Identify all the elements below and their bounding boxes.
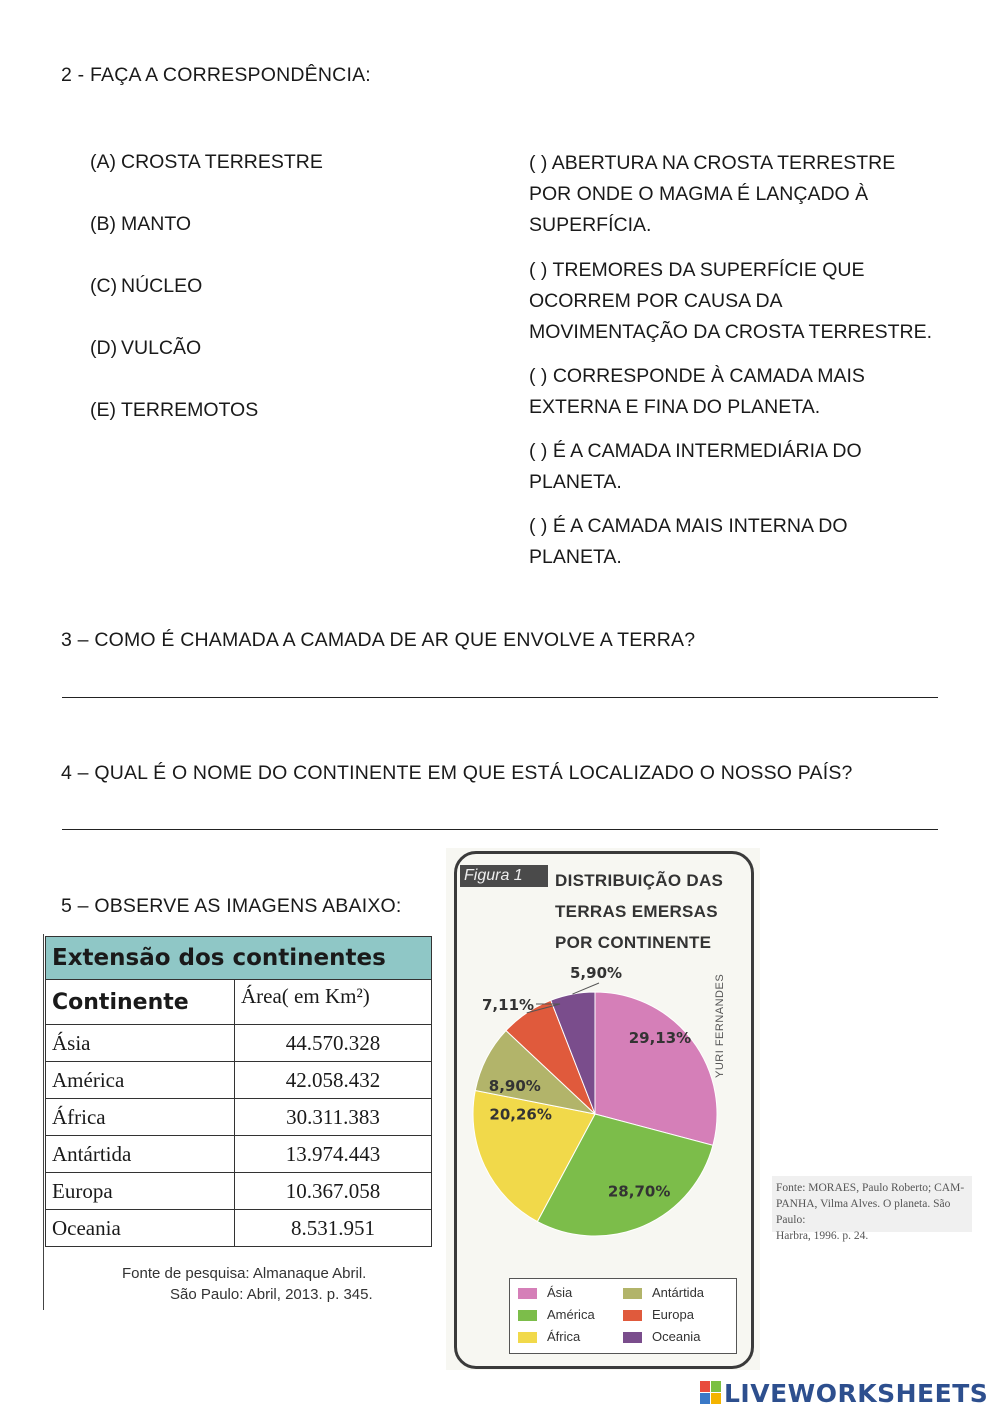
- left-item-text: VULCÃO: [121, 337, 202, 359]
- table-source-line-1: Fonte de pesquisa: Almanaque Abril.: [122, 1265, 367, 1282]
- left-item-text: CROSTA TERRESTRE: [121, 151, 323, 173]
- table-source-line-2: São Paulo: Abril, 2013. p. 345.: [170, 1286, 373, 1303]
- legend-label: América: [547, 1307, 595, 1322]
- legend-swatch: [518, 1332, 537, 1343]
- legend-swatch: [623, 1288, 642, 1299]
- pie-chart-figure: [446, 848, 760, 1370]
- figure-title-line: TERRAS EMERSAS: [555, 902, 718, 921]
- legend-item: [623, 1285, 704, 1300]
- table-row: [46, 1173, 432, 1210]
- legend-swatch: [623, 1310, 642, 1321]
- pie-label-antártida: 8,90%: [488, 1076, 541, 1095]
- continent-area: 42.058.432: [235, 1062, 432, 1099]
- right-item-line: ( ) CORRESPONDE À CAMADA MAIS: [529, 365, 865, 387]
- table-row: [46, 1062, 432, 1099]
- continent-name: Europa: [46, 1173, 235, 1210]
- table-row: [46, 1025, 432, 1062]
- table-row: [46, 1099, 432, 1136]
- table-row: [46, 1136, 432, 1173]
- continent-area: 44.570.328: [235, 1025, 432, 1062]
- continent-area: 13.974.443: [235, 1136, 432, 1173]
- pie-label-áfrica: 20,26%: [489, 1105, 552, 1124]
- legend-item: [518, 1329, 580, 1344]
- figure-credit: YURI FERNANDES: [714, 973, 726, 1078]
- chart-legend: [509, 1278, 737, 1354]
- left-item-letter: (A): [90, 151, 116, 173]
- question-3-title: 3 – COMO É CHAMADA A CAMADA DE AR QUE ENVOLVE A TERRA?: [61, 629, 696, 651]
- table-row: [46, 1210, 432, 1247]
- legend-label: Antártida: [652, 1285, 705, 1300]
- legend-item: [623, 1329, 700, 1344]
- left-item-text: NÚCLEO: [121, 275, 203, 297]
- figure-source-line: PANHA, Vilma Alves. O planeta. São Paulo:: [776, 1198, 951, 1226]
- left-item-letter: (D): [90, 337, 118, 359]
- left-item-b: [90, 213, 191, 236]
- right-item-2[interactable]: [529, 255, 949, 348]
- right-item-3[interactable]: [529, 361, 949, 423]
- logo-icon: [700, 1381, 722, 1405]
- pie-label-américa: 28,70%: [607, 1182, 671, 1201]
- pie-label-europa: 7,11%: [482, 996, 535, 1014]
- continent-name: Ásia: [46, 1025, 235, 1062]
- question-5-title: 5 – OBSERVE AS IMAGENS ABAIXO:: [61, 895, 402, 917]
- right-item-line: ( ) É A CAMADA MAIS INTERNA DO: [529, 515, 848, 537]
- right-item-line: MOVIMENTAÇÃO DA CROSTA TERRESTRE.: [529, 321, 933, 343]
- figure-title-line: POR CONTINENTE: [555, 933, 712, 952]
- right-item-line: PLANETA.: [529, 546, 622, 568]
- table-title: Extensão dos continentes: [46, 937, 432, 980]
- figure-tag: Figura 1: [460, 865, 548, 887]
- table-left-edge: [43, 934, 44, 1310]
- right-item-5[interactable]: [529, 511, 949, 573]
- liveworksheets-logo[interactable]: [700, 1378, 988, 1408]
- figure-source: [772, 1176, 972, 1242]
- figure-title-line: DISTRIBUIÇÃO DAS: [555, 871, 724, 890]
- legend-label: Europa: [652, 1307, 694, 1322]
- left-item-d: [90, 337, 201, 360]
- continent-area: 10.367.058: [235, 1173, 432, 1210]
- left-item-a: [90, 151, 323, 174]
- question-4-title: 4 – QUAL É O NOME DO CONTINENTE EM QUE ESTÁ LOCALIZADO O NOSSO PAÍS?: [61, 762, 853, 784]
- column-header-continent: Continente: [46, 980, 235, 1025]
- right-item-line: ( ) É A CAMADA INTERMEDIÁRIA DO: [529, 440, 862, 462]
- continent-name: América: [46, 1062, 235, 1099]
- right-item-line: SUPERFÍCIA.: [529, 214, 652, 236]
- figure-source-line: Fonte: MORAES, Paulo Roberto; CAM-: [776, 1182, 965, 1194]
- right-item-line: ( ) ABERTURA NA CROSTA TERRESTRE: [529, 152, 896, 174]
- legend-label: Oceania: [652, 1329, 701, 1344]
- pie-label-ásia: 29,13%: [628, 1028, 692, 1047]
- right-item-4[interactable]: [529, 436, 949, 498]
- left-item-letter: (B): [90, 213, 116, 235]
- legend-label: África: [547, 1329, 581, 1344]
- continent-name: África: [46, 1099, 235, 1136]
- legend-swatch: [518, 1310, 537, 1321]
- question-2-title: 2 - FAÇA A CORRESPONDÊNCIA:: [61, 64, 371, 86]
- right-item-1[interactable]: [529, 148, 949, 241]
- logo-text: LIVEWORKSHEETS: [724, 1378, 989, 1408]
- left-item-e: [90, 399, 258, 422]
- left-item-c: [90, 275, 202, 298]
- column-header-area: Área( em Km²): [235, 980, 432, 1025]
- pie-label-oceania: 5,90%: [570, 964, 623, 982]
- right-item-line: POR ONDE O MAGMA É LANÇADO À: [529, 183, 869, 205]
- continent-area: 30.311.383: [235, 1099, 432, 1136]
- answer-line-q4[interactable]: [62, 829, 938, 830]
- legend-swatch: [518, 1288, 537, 1299]
- answer-line-q3[interactable]: [62, 697, 938, 698]
- left-item-letter: (C): [90, 275, 118, 297]
- legend-item: [623, 1307, 694, 1322]
- right-item-line: ( ) TREMORES DA SUPERFÍCIE QUE: [529, 259, 865, 281]
- legend-swatch: [623, 1332, 642, 1343]
- legend-label: Ásia: [547, 1285, 573, 1300]
- right-item-line: OCORREM POR CAUSA DA: [529, 290, 783, 312]
- right-item-line: PLANETA.: [529, 471, 622, 493]
- legend-item: [518, 1285, 572, 1300]
- left-item-text: TERREMOTOS: [121, 399, 259, 421]
- continent-area: 8.531.951: [235, 1210, 432, 1247]
- legend-item: [518, 1307, 595, 1322]
- figure-source-line: Harbra, 1996. p. 24.: [776, 1230, 869, 1242]
- left-item-letter: (E): [90, 399, 116, 421]
- continents-table: [45, 936, 432, 1247]
- continent-name: Oceania: [46, 1210, 235, 1247]
- left-item-text: MANTO: [121, 213, 192, 235]
- continent-name: Antártida: [46, 1136, 235, 1173]
- right-item-line: EXTERNA E FINA DO PLANETA.: [529, 396, 821, 418]
